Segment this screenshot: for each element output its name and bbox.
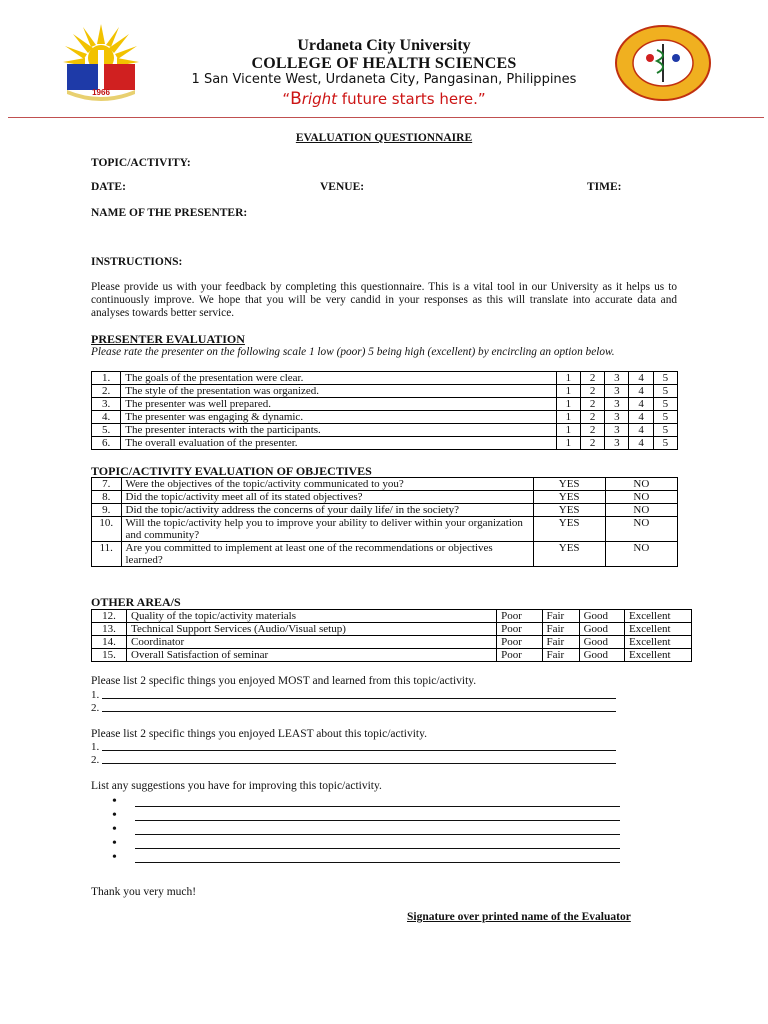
yes-option[interactable]: YES [533, 504, 605, 517]
row-question: Were the objectives of the topic/activity communicated to you? [121, 478, 533, 491]
rating-option-3[interactable]: 3 [605, 385, 629, 398]
other-area-row [92, 610, 692, 623]
bullet-icon: • [112, 822, 117, 837]
objective-row [92, 542, 678, 567]
row-number: 13. [92, 623, 127, 636]
suggestions-prompt: List any suggestions you have for improving this topic/activity. [91, 780, 382, 792]
option-good[interactable]: Good [579, 636, 624, 649]
suggestion-line[interactable] [112, 796, 620, 809]
rating-option-1[interactable]: 1 [556, 411, 580, 424]
option-excellent[interactable]: Excellent [624, 649, 691, 662]
rating-option-1[interactable]: 1 [556, 385, 580, 398]
bullet-icon: • [112, 808, 117, 823]
other-areas-heading: OTHER AREA/S [91, 595, 181, 609]
line-prefix: 2. [91, 702, 100, 714]
option-excellent[interactable]: Excellent [624, 623, 691, 636]
row-number: 4. [92, 411, 121, 424]
rating-option-4[interactable]: 4 [629, 372, 653, 385]
other-areas-table [91, 609, 692, 662]
suggestion-line[interactable] [112, 824, 620, 837]
row-statement: The presenter was engaging & dynamic. [121, 411, 556, 424]
rating-option-3[interactable]: 3 [605, 398, 629, 411]
rating-option-2[interactable]: 2 [580, 411, 604, 424]
row-number: 10. [92, 517, 122, 542]
line-prefix: 2. [91, 754, 100, 766]
rating-option-1[interactable]: 1 [556, 424, 580, 437]
row-number: 15. [92, 649, 127, 662]
row-item: Coordinator [127, 636, 497, 649]
option-good[interactable]: Good [579, 623, 624, 636]
option-fair[interactable]: Fair [542, 649, 579, 662]
presenter-eval-row [92, 385, 678, 398]
rating-option-5[interactable]: 5 [653, 385, 677, 398]
row-item: Quality of the topic/activity materials [127, 610, 497, 623]
yes-option[interactable]: YES [533, 491, 605, 504]
row-statement: The style of the presentation was organized. [121, 385, 556, 398]
rating-option-2[interactable]: 2 [580, 372, 604, 385]
line-prefix: 1. [91, 741, 100, 753]
rating-option-5[interactable]: 5 [653, 398, 677, 411]
yes-option[interactable]: YES [533, 517, 605, 542]
objectives-table [91, 477, 678, 567]
option-poor[interactable]: Poor [497, 649, 542, 662]
least-line-1[interactable] [91, 741, 616, 753]
topic-label: TOPIC/ACTIVITY: [91, 157, 191, 169]
rating-option-1[interactable]: 1 [556, 437, 580, 450]
other-area-row [92, 623, 692, 636]
rating-option-4[interactable]: 4 [629, 385, 653, 398]
presenter-eval-heading: PRESENTER EVALUATION [91, 332, 245, 346]
most-prompt: Please list 2 specific things you enjoyed MOST and learned from this topic/activity. [91, 675, 477, 687]
most-line-2[interactable] [91, 702, 616, 714]
suggestion-line[interactable] [112, 838, 620, 851]
no-option[interactable]: NO [605, 478, 677, 491]
rating-option-5[interactable]: 5 [653, 437, 677, 450]
row-question: Will the topic/activity help you to improve your ability to deliver within your organization and community? [121, 517, 533, 542]
bullet-icon: • [112, 794, 117, 809]
option-fair[interactable]: Fair [542, 636, 579, 649]
rating-option-3[interactable]: 3 [605, 424, 629, 437]
presenter-eval-row [92, 437, 678, 450]
row-statement: The presenter interacts with the participants. [121, 424, 556, 437]
presenter-eval-note: Please rate the presenter on the following scale 1 low (poor) 5 being high (excellent) by encircling an option below. [91, 346, 615, 358]
row-number: 12. [92, 610, 127, 623]
option-excellent[interactable]: Excellent [624, 610, 691, 623]
option-fair[interactable]: Fair [542, 610, 579, 623]
presenter-eval-row [92, 411, 678, 424]
no-option[interactable]: NO [605, 517, 677, 542]
tagline-italic: right [301, 90, 338, 108]
presenter-eval-row [92, 424, 678, 437]
row-number: 11. [92, 542, 122, 567]
row-number: 6. [92, 437, 121, 450]
suggestion-line[interactable] [112, 852, 620, 865]
row-question: Did the topic/activity address the concerns of your daily life/ in the society? [121, 504, 533, 517]
instructions-text: Please provide us with your feedback by completing this questionnaire. This is a vital tool in our University as it helps us to continuously improve. We hope that you will be very candid in your responses as this will translate into accurate data and analyses towards better service. [91, 281, 677, 319]
address: 1 San Vicente West, Urdaneta City, Pangasinan, Philippines [191, 72, 577, 87]
tagline-open-quote: “ [282, 90, 291, 108]
option-fair[interactable]: Fair [542, 623, 579, 636]
bullet-icon: • [112, 850, 117, 865]
presenter-eval-row [92, 398, 678, 411]
row-statement: The goals of the presentation were clear. [121, 372, 556, 385]
objectives-heading: TOPIC/ACTIVITY EVALUATION OF OBJECTIVES [91, 464, 372, 478]
objective-row [92, 478, 678, 491]
form-title: EVALUATION QUESTIONNAIRE [295, 132, 473, 144]
row-number: 14. [92, 636, 127, 649]
bullet-icon: • [112, 836, 117, 851]
row-number: 9. [92, 504, 122, 517]
row-statement: The overall evaluation of the presenter. [121, 437, 556, 450]
option-good[interactable]: Good [579, 610, 624, 623]
rating-option-2[interactable]: 2 [580, 385, 604, 398]
row-item: Overall Satisfaction of seminar [127, 649, 497, 662]
objective-row [92, 491, 678, 504]
university-name: Urdaneta City University [297, 37, 471, 54]
rating-option-3[interactable]: 3 [605, 437, 629, 450]
instructions-label: INSTRUCTIONS: [91, 256, 183, 268]
no-option[interactable]: NO [605, 491, 677, 504]
option-poor[interactable]: Poor [497, 623, 542, 636]
row-number: 7. [92, 478, 122, 491]
row-number: 5. [92, 424, 121, 437]
rating-option-2[interactable]: 2 [580, 437, 604, 450]
tagline [0, 89, 768, 109]
presenter-eval-table [91, 371, 678, 450]
yes-option[interactable]: YES [533, 478, 605, 491]
option-poor[interactable]: Poor [497, 636, 542, 649]
objective-row [92, 517, 678, 542]
thank-you-text: Thank you very much! [91, 886, 197, 898]
least-line-2[interactable] [91, 754, 616, 766]
yes-option[interactable]: YES [533, 542, 605, 567]
rating-option-3[interactable]: 3 [605, 372, 629, 385]
rating-option-5[interactable]: 5 [653, 411, 677, 424]
no-option[interactable]: NO [605, 542, 677, 567]
college-name: COLLEGE OF HEALTH SCIENCES [251, 55, 517, 72]
line-prefix: 1. [91, 689, 100, 701]
time-label: TIME: [587, 181, 622, 193]
date-label: DATE: [91, 181, 126, 193]
option-poor[interactable]: Poor [497, 610, 542, 623]
row-item: Technical Support Services (Audio/Visual setup) [127, 623, 497, 636]
row-question: Did the topic/activity meet all of its stated objectives? [121, 491, 533, 504]
row-statement: The presenter was well prepared. [121, 398, 556, 411]
rating-option-4[interactable]: 4 [629, 424, 653, 437]
suggestion-line[interactable] [112, 810, 620, 823]
row-number: 1. [92, 372, 121, 385]
rating-option-1[interactable]: 1 [556, 398, 580, 411]
rating-option-4[interactable]: 4 [629, 398, 653, 411]
no-option[interactable]: NO [605, 504, 677, 517]
row-question: Are you committed to implement at least one of the recommendations or objectives learned? [121, 542, 533, 567]
row-number: 8. [92, 491, 122, 504]
logo-year: 1966 [92, 88, 110, 97]
objective-row [92, 504, 678, 517]
presenter-eval-row [92, 372, 678, 385]
row-number: 2. [92, 385, 121, 398]
row-number: 3. [92, 398, 121, 411]
least-prompt: Please list 2 specific things you enjoyed LEAST about this topic/activity. [91, 728, 428, 740]
rating-option-5[interactable]: 5 [653, 424, 677, 437]
rating-option-2[interactable]: 2 [580, 424, 604, 437]
option-excellent[interactable]: Excellent [624, 636, 691, 649]
rating-option-3[interactable]: 3 [605, 411, 629, 424]
tagline-capital: B [290, 89, 302, 109]
header-divider [8, 117, 764, 118]
signature-label: Signature over printed name of the Evaluator [407, 911, 631, 923]
most-line-1[interactable] [91, 689, 616, 701]
rating-option-4[interactable]: 4 [629, 437, 653, 450]
rating-option-1[interactable]: 1 [556, 372, 580, 385]
rating-option-5[interactable]: 5 [653, 372, 677, 385]
option-good[interactable]: Good [579, 649, 624, 662]
venue-label: VENUE: [320, 181, 365, 193]
other-area-row [92, 649, 692, 662]
tagline-rest: future starts here.” [337, 90, 486, 108]
other-area-row [92, 636, 692, 649]
rating-option-4[interactable]: 4 [629, 411, 653, 424]
presenter-label: NAME OF THE PRESENTER: [91, 207, 248, 219]
rating-option-2[interactable]: 2 [580, 398, 604, 411]
